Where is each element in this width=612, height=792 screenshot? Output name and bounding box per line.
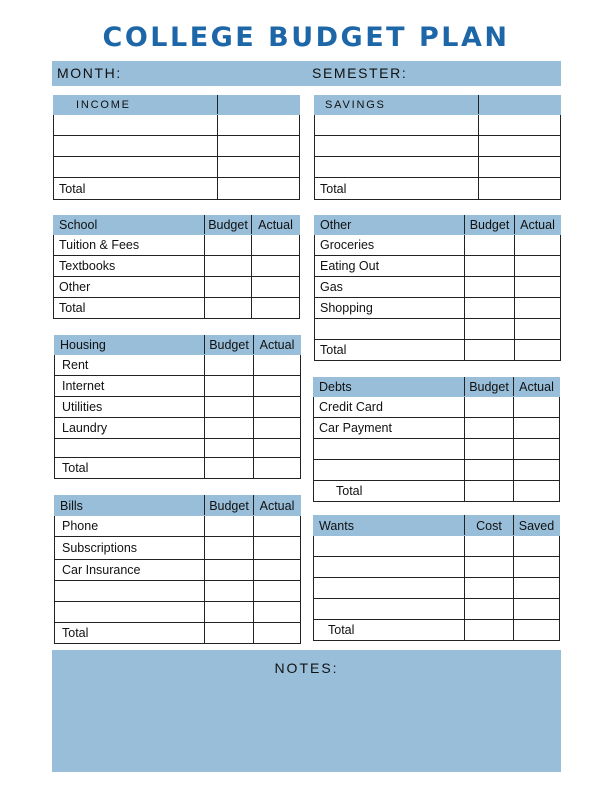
housing-row-label: Rent <box>55 355 205 376</box>
actual-cell[interactable] <box>254 581 301 602</box>
actual-cell[interactable] <box>514 418 560 439</box>
actual-total-cell[interactable] <box>252 298 300 319</box>
debts-total-label: Total <box>314 481 465 502</box>
savings-row[interactable] <box>315 157 479 178</box>
budget-cell[interactable] <box>465 298 515 319</box>
actual-total-cell[interactable] <box>254 458 301 479</box>
budget-cell[interactable] <box>205 418 254 439</box>
savings-amount-cell[interactable] <box>479 157 561 178</box>
other-budget-header: Budget <box>465 216 515 235</box>
other-header: Other <box>315 216 465 235</box>
budget-cell[interactable] <box>465 439 514 460</box>
wants-total-label: Total <box>314 620 465 641</box>
wants-table <box>313 515 560 641</box>
housing-row-label[interactable] <box>55 439 205 458</box>
savings-table <box>314 95 561 200</box>
school-table <box>53 215 300 319</box>
budget-cell[interactable] <box>205 235 252 256</box>
income-amount-cell[interactable] <box>218 115 300 136</box>
actual-cell[interactable] <box>254 439 301 458</box>
income-row[interactable] <box>54 115 218 136</box>
bills-table <box>54 495 301 644</box>
budget-cell[interactable] <box>205 516 254 537</box>
cost-cell[interactable] <box>465 578 514 599</box>
wants-cost-header: Cost <box>465 516 514 536</box>
income-header: INCOME <box>54 96 218 115</box>
other-table <box>314 215 561 361</box>
saved-cell[interactable] <box>514 599 560 620</box>
notes-label: NOTES: <box>274 660 339 676</box>
bills-row-label[interactable] <box>55 602 205 623</box>
debts-row-label: Car Payment <box>314 418 465 439</box>
savings-total-label: Total <box>315 178 479 200</box>
budget-cell[interactable] <box>465 418 514 439</box>
housing-row-label: Utilities <box>55 397 205 418</box>
savings-amount-cell[interactable] <box>479 136 561 157</box>
cost-total-cell[interactable] <box>465 620 514 641</box>
housing-table <box>54 335 301 479</box>
income-total-cell[interactable] <box>218 178 300 200</box>
housing-budget-header: Budget <box>205 336 254 355</box>
cost-cell[interactable] <box>465 536 514 557</box>
actual-cell[interactable] <box>254 602 301 623</box>
actual-total-cell[interactable] <box>254 623 301 644</box>
debts-row-label: Credit Card <box>314 397 465 418</box>
housing-total-label: Total <box>55 458 205 479</box>
debts-budget-header: Budget <box>465 378 514 397</box>
debts-header: Debts <box>314 378 465 397</box>
school-row-label: Other <box>54 277 205 298</box>
budget-cell[interactable] <box>205 439 254 458</box>
bills-row-label: Car Insurance <box>55 560 205 581</box>
actual-total-cell[interactable] <box>514 481 560 502</box>
income-amount-cell[interactable] <box>218 136 300 157</box>
actual-cell[interactable] <box>515 298 561 319</box>
actual-cell[interactable] <box>514 397 560 418</box>
bills-row-label: Phone <box>55 516 205 537</box>
wants-row-label[interactable] <box>314 557 465 578</box>
other-row-label: Gas <box>315 277 465 298</box>
school-header: School <box>54 216 205 235</box>
month-label: MONTH: <box>57 65 122 81</box>
other-row-label: Shopping <box>315 298 465 319</box>
school-budget-header: Budget <box>205 216 252 235</box>
month-semester-band <box>52 61 561 86</box>
notes-area[interactable] <box>52 650 561 772</box>
income-header-blank <box>218 96 300 115</box>
school-actual-header: Actual <box>252 216 300 235</box>
budget-cell[interactable] <box>205 397 254 418</box>
actual-cell[interactable] <box>514 460 560 481</box>
school-total-label: Total <box>54 298 205 319</box>
actual-cell[interactable] <box>515 319 561 340</box>
actual-cell[interactable] <box>252 235 300 256</box>
budget-total-cell[interactable] <box>205 298 252 319</box>
actual-cell[interactable] <box>514 439 560 460</box>
bills-header: Bills <box>55 496 205 516</box>
saved-total-cell[interactable] <box>514 620 560 641</box>
budget-cell[interactable] <box>205 537 254 560</box>
actual-cell[interactable] <box>515 256 561 277</box>
school-row-label: Textbooks <box>54 256 205 277</box>
housing-actual-header: Actual <box>254 336 301 355</box>
wants-row-label[interactable] <box>314 599 465 620</box>
budget-cell[interactable] <box>465 277 515 298</box>
savings-row[interactable] <box>315 115 479 136</box>
bills-budget-header: Budget <box>205 496 254 516</box>
other-row-label: Eating Out <box>315 256 465 277</box>
budget-total-cell[interactable] <box>465 340 515 361</box>
budget-total-cell[interactable] <box>465 481 514 502</box>
semester-label: SEMESTER: <box>312 65 408 81</box>
page-title: COLLEGE BUDGET PLAN <box>102 22 510 53</box>
income-row[interactable] <box>54 136 218 157</box>
actual-total-cell[interactable] <box>515 340 561 361</box>
cost-cell[interactable] <box>465 557 514 578</box>
saved-cell[interactable] <box>514 557 560 578</box>
budget-cell[interactable] <box>465 235 515 256</box>
savings-total-cell[interactable] <box>479 178 561 200</box>
budget-cell[interactable] <box>205 602 254 623</box>
actual-cell[interactable] <box>252 277 300 298</box>
saved-cell[interactable] <box>514 578 560 599</box>
budget-cell[interactable] <box>465 256 515 277</box>
budget-cell[interactable] <box>205 581 254 602</box>
bills-row-label: Subscriptions <box>55 537 205 560</box>
budget-cell[interactable] <box>465 397 514 418</box>
savings-header: SAVINGS <box>315 96 479 115</box>
savings-amount-cell[interactable] <box>479 115 561 136</box>
budget-total-cell[interactable] <box>205 623 254 644</box>
budget-cell[interactable] <box>205 355 254 376</box>
wants-saved-header: Saved <box>514 516 560 536</box>
savings-header-blank <box>479 96 561 115</box>
actual-cell[interactable] <box>254 516 301 537</box>
actual-cell[interactable] <box>254 537 301 560</box>
housing-header: Housing <box>55 336 205 355</box>
other-actual-header: Actual <box>515 216 561 235</box>
debts-row-label[interactable] <box>314 439 465 460</box>
school-row-label: Tuition & Fees <box>54 235 205 256</box>
bills-actual-header: Actual <box>254 496 301 516</box>
other-total-label: Total <box>315 340 465 361</box>
debts-table <box>313 377 560 502</box>
bills-row-label[interactable] <box>55 581 205 602</box>
budget-cell[interactable] <box>465 460 514 481</box>
budget-cell[interactable] <box>205 256 252 277</box>
budget-cell[interactable] <box>205 376 254 397</box>
actual-cell[interactable] <box>515 235 561 256</box>
debts-row-label[interactable] <box>314 460 465 481</box>
wants-row-label[interactable] <box>314 536 465 557</box>
saved-cell[interactable] <box>514 536 560 557</box>
debts-actual-header: Actual <box>514 378 560 397</box>
wants-row-label[interactable] <box>314 578 465 599</box>
actual-cell[interactable] <box>254 397 301 418</box>
other-row-label[interactable] <box>315 319 465 340</box>
actual-cell[interactable] <box>254 355 301 376</box>
wants-header: Wants <box>314 516 465 536</box>
actual-cell[interactable] <box>254 376 301 397</box>
housing-row-label: Laundry <box>55 418 205 439</box>
savings-row[interactable] <box>315 136 479 157</box>
other-row-label: Groceries <box>315 235 465 256</box>
actual-cell[interactable] <box>254 560 301 581</box>
cost-cell[interactable] <box>465 599 514 620</box>
budget-total-cell[interactable] <box>205 458 254 479</box>
income-table <box>53 95 300 200</box>
housing-row-label: Internet <box>55 376 205 397</box>
actual-cell[interactable] <box>254 418 301 439</box>
income-total-label: Total <box>54 178 218 200</box>
budget-cell[interactable] <box>205 560 254 581</box>
bills-total-label: Total <box>55 623 205 644</box>
actual-cell[interactable] <box>515 277 561 298</box>
income-amount-cell[interactable] <box>218 157 300 178</box>
budget-cell[interactable] <box>465 319 515 340</box>
budget-cell[interactable] <box>205 277 252 298</box>
actual-cell[interactable] <box>252 256 300 277</box>
income-row[interactable] <box>54 157 218 178</box>
